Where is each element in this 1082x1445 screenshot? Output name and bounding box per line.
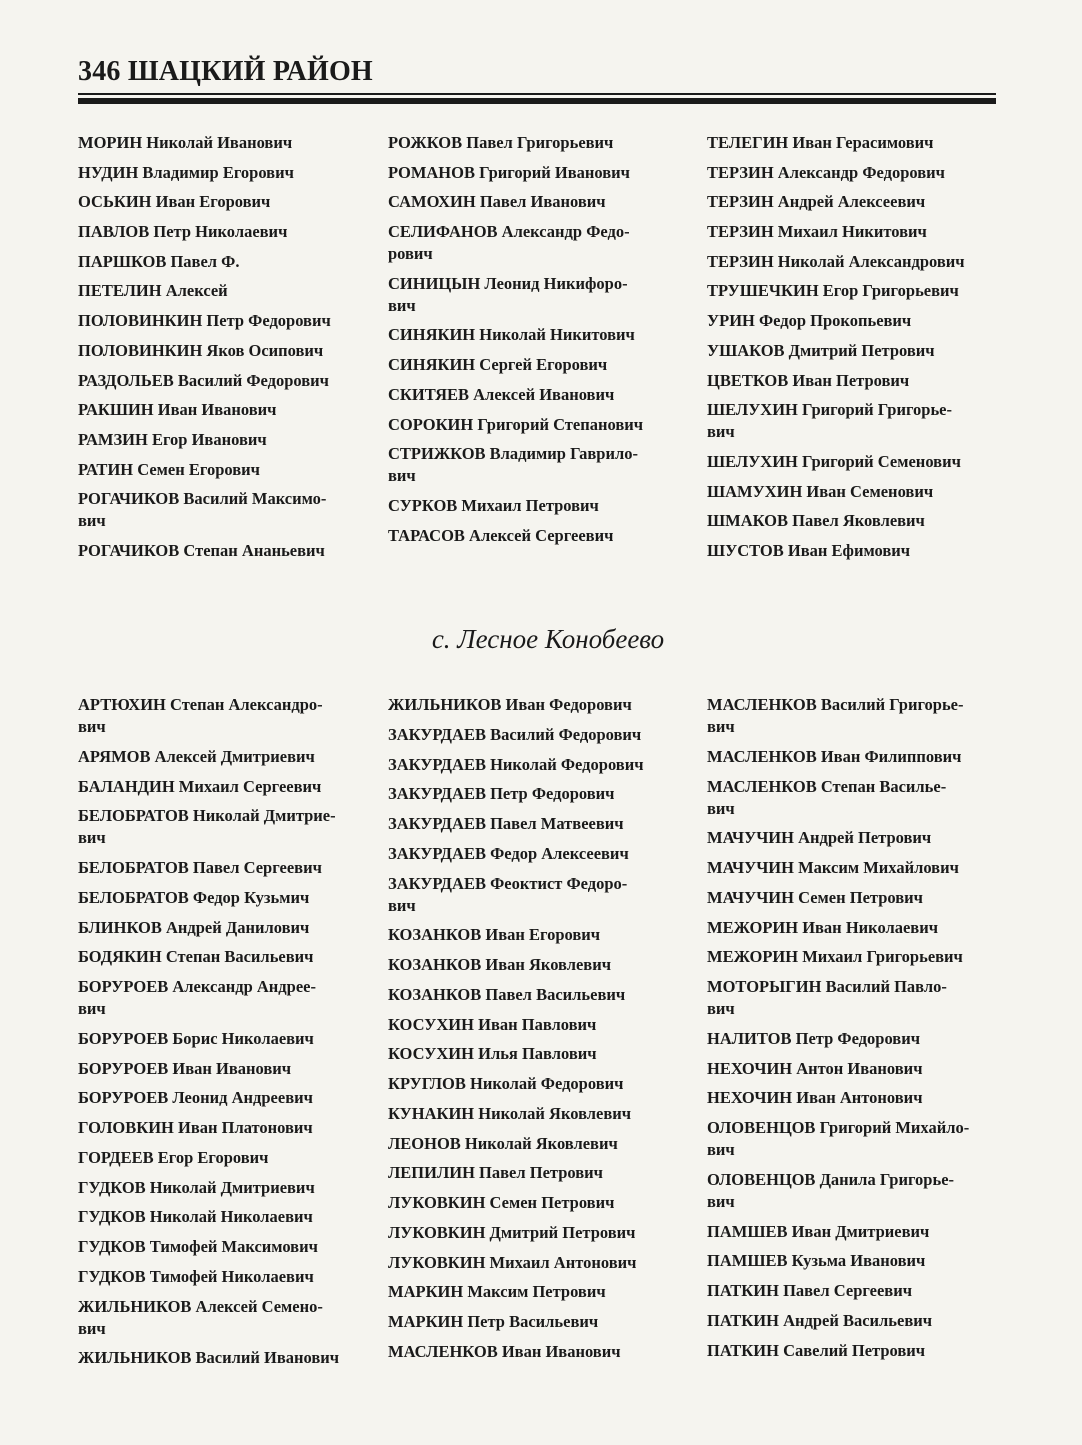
name-entry: ПАРШКОВ Павел Ф. bbox=[78, 251, 240, 271]
name-entry: БАЛАНДИН Михаил Сергеевич bbox=[78, 776, 322, 796]
page-number: 346 bbox=[78, 56, 121, 87]
section2-column-2 bbox=[388, 694, 680, 1371]
name-entry: ЖИЛЬНИКОВ Василий Иванович bbox=[78, 1348, 340, 1368]
name-entry: БЕЛОБРАТОВ Николай Дмитрие- вич bbox=[78, 806, 336, 848]
name-entry: РОГАЧИКОВ Василий Максимо- вич bbox=[78, 489, 327, 531]
name-entry: МАСЛЕНКОВ Василий Григорье- вич bbox=[707, 695, 964, 736]
name-entry: ПАВЛОВ Петр Николаевич bbox=[78, 222, 288, 242]
district-name: ШАЦКИЙ РАЙОН bbox=[127, 56, 373, 87]
name-entry: МАРКИН Максим Петрович bbox=[388, 1282, 606, 1302]
name-entry: МЕЖОРИН Иван Николаевич bbox=[707, 917, 939, 937]
name-entry: НЕХОЧИН Иван Антонович bbox=[707, 1088, 923, 1108]
name-entry: СЕЛИФАНОВ Александр Федо- рович bbox=[388, 222, 630, 264]
section2-column-3 bbox=[707, 694, 999, 1369]
name-entry: ПАТКИН Андрей Васильевич bbox=[707, 1310, 933, 1330]
name-entry: ГУДКОВ Николай Николаевич bbox=[78, 1207, 313, 1227]
section1-column-2 bbox=[388, 132, 680, 554]
section1-column-3 bbox=[707, 132, 999, 570]
name-entry: МАСЛЕНКОВ Иван Иванович bbox=[388, 1341, 621, 1361]
name-entry: БЛИНКОВ Андрей Данилович bbox=[78, 917, 310, 937]
name-entry: ЛУКОВКИН Дмитрий Петрович bbox=[388, 1222, 636, 1242]
name-entry: ПАМШЕВ Кузьма Иванович bbox=[707, 1251, 926, 1271]
name-entry: ГУДКОВ Тимофей Максимович bbox=[78, 1237, 318, 1256]
name-entry: ЛЕПИЛИН Павел Петрович bbox=[388, 1163, 603, 1183]
name-entry: ТЕРЗИН Николай Александрович bbox=[707, 251, 965, 271]
name-entry: ПАМШЕВ Иван Дмитриевич bbox=[707, 1221, 930, 1241]
name-entry: УРИН Федор Прокопьевич bbox=[707, 311, 912, 331]
name-entry: РОМАНОВ Григорий Иванович bbox=[388, 162, 630, 182]
name-entry: ШЕЛУХИН Григорий Григорье- вич bbox=[707, 400, 953, 442]
name-entry: ПАТКИН Павел Сергеевич bbox=[707, 1281, 913, 1300]
name-entry: ОСЬКИН Иван Егорович bbox=[78, 192, 271, 212]
name-entry: ТЕРЗИН Михаил Никитович bbox=[707, 222, 927, 242]
name-entry: ЗАКУРДАЕВ Феоктист Федоро- вич bbox=[388, 873, 628, 915]
name-entry: ТЕРЗИН Александр Федорович bbox=[707, 162, 945, 182]
name-entry: ЗАКУРДАЕВ Василий Федорович bbox=[388, 724, 642, 744]
name-entry: МАЧУЧИН Семен Петрович bbox=[707, 887, 923, 907]
name-entry: БОДЯКИН Степан Васильевич bbox=[78, 947, 314, 967]
name-entry: ГОРДЕЕВ Егор Егорович bbox=[78, 1147, 269, 1167]
name-entry: СОРОКИН Григорий Степанович bbox=[388, 414, 644, 434]
name-entry: СУРКОВ Михаил Петрович bbox=[388, 495, 599, 515]
section2-column-1 bbox=[78, 694, 370, 1377]
name-entry: ЦВЕТКОВ Иван Петрович bbox=[707, 370, 910, 390]
name-entry: САМОХИН Павел Иванович bbox=[388, 192, 606, 212]
name-entry: ПОЛОВИНКИН Яков Осипович bbox=[78, 340, 324, 360]
name-entry: ГУДКОВ Николай Дмитриевич bbox=[78, 1177, 315, 1197]
name-entry: АРТЮХИН Степан Александро- вич bbox=[78, 695, 323, 736]
name-entry: СТРИЖКОВ Владимир Гаврило- вич bbox=[388, 444, 638, 486]
name-entry: СИНЯКИН Николай Никитович bbox=[388, 325, 635, 345]
name-entry: МЕЖОРИН Михаил Григорьевич bbox=[707, 947, 963, 967]
name-entry: ШУСТОВ Иван Ефимович bbox=[707, 540, 911, 560]
name-entry: БОРУРОЕВ Иван Иванович bbox=[78, 1058, 292, 1078]
name-entry: ГУДКОВ Тимофей Николаевич bbox=[78, 1266, 314, 1286]
page-title bbox=[78, 56, 373, 88]
name-entry: ОЛОВЕНЦОВ Данила Григорье- вич bbox=[707, 1169, 955, 1211]
name-entry: ЗАКУРДАЕВ Николай Федорович bbox=[388, 754, 644, 774]
name-entry: ГОЛОВКИН Иван Платонович bbox=[78, 1118, 313, 1137]
name-entry: КОЗАНКОВ Павел Васильевич bbox=[388, 984, 626, 1004]
name-entry: БОРУРОЕВ Леонид Андреевич bbox=[78, 1088, 313, 1108]
name-entry: ТЕРЗИН Андрей Алексеевич bbox=[707, 192, 926, 212]
name-entry: РАКШИН Иван Иванович bbox=[78, 400, 277, 420]
name-entry: МОТОРЫГИН Василий Павло- вич bbox=[707, 977, 947, 1018]
name-entry: ОЛОВЕНЦОВ Григорий Михайло- вич bbox=[707, 1118, 970, 1159]
header-rule-thin bbox=[78, 93, 996, 95]
name-entry: ТРУШЕЧКИН Егор Григорьевич bbox=[707, 281, 959, 301]
name-entry: ЗАКУРДАЕВ Павел Матвеевич bbox=[388, 814, 624, 833]
name-entry: ТАРАСОВ Алексей Сергеевич bbox=[388, 525, 614, 545]
name-entry: УШАКОВ Дмитрий Петрович bbox=[707, 340, 935, 360]
name-entry: НЕХОЧИН Антон Иванович bbox=[707, 1058, 923, 1078]
name-entry: МАСЛЕНКОВ Степан Василье- вич bbox=[707, 776, 947, 818]
name-entry: РОЖКОВ Павел Григорьевич bbox=[388, 133, 614, 152]
name-entry: ШЕЛУХИН Григорий Семенович bbox=[707, 451, 961, 471]
name-entry: ЗАКУРДАЕВ Петр Федорович bbox=[388, 784, 615, 804]
name-entry: РАТИН Семен Егорович bbox=[78, 459, 260, 479]
name-entry: ШМАКОВ Павел Яковлевич bbox=[707, 511, 925, 531]
header-rule-thick bbox=[78, 98, 996, 104]
name-entry: ПАТКИН Савелий Петрович bbox=[707, 1340, 926, 1360]
name-entry: СКИТЯЕВ Алексей Иванович bbox=[388, 384, 615, 404]
name-entry: СИНЯКИН Сергей Егорович bbox=[388, 355, 608, 375]
page-header bbox=[78, 56, 996, 106]
section1-column-1 bbox=[78, 132, 370, 570]
name-entry: КОЗАНКОВ Иван Яковлевич bbox=[388, 955, 612, 974]
name-entry: БЕЛОБРАТОВ Павел Сергеевич bbox=[78, 858, 322, 877]
name-entry: ЛУКОВКИН Михаил Антонович bbox=[388, 1252, 637, 1272]
name-entry: КОЗАНКОВ Иван Егорович bbox=[388, 925, 601, 945]
name-entry: МАЧУЧИН Андрей Петрович bbox=[707, 828, 932, 848]
name-entry: ЛЕОНОВ Николай Яковлевич bbox=[388, 1133, 618, 1153]
name-entry: ЖИЛЬНИКОВ Алексей Семено- вич bbox=[78, 1296, 323, 1338]
name-entry: РАЗДОЛЬЕВ Василий Федорович bbox=[78, 370, 329, 390]
village-heading: с. Лесное Конобеево bbox=[431, 624, 665, 654]
name-entry: КУНАКИН Николай Яковлевич bbox=[388, 1103, 632, 1123]
name-entry: НУДИН Владимир Егорович bbox=[78, 162, 294, 182]
name-entry: БОРУРОЕВ Борис Николаевич bbox=[78, 1028, 314, 1048]
name-entry: РАМЗИН Егор Иванович bbox=[78, 429, 267, 449]
name-entry: ЗАКУРДАЕВ Федор Алексеевич bbox=[388, 843, 629, 863]
name-entry: МАЧУЧИН Максим Михайлович bbox=[707, 858, 959, 877]
name-entry: ПЕТЕЛИН Алексей bbox=[78, 281, 228, 301]
name-entry: СИНИЦЫН Леонид Никифоро- вич bbox=[388, 273, 628, 315]
name-entry: МАРКИН Петр Васильевич bbox=[388, 1312, 599, 1331]
name-entry: БЕЛОБРАТОВ Федор Кузьмич bbox=[78, 887, 310, 907]
name-entry: КОСУХИН Илья Павлович bbox=[388, 1044, 597, 1064]
name-entry: ТЕЛЕГИН Иван Герасимович bbox=[707, 133, 934, 152]
name-entry: НАЛИТОВ Петр Федорович bbox=[707, 1028, 921, 1048]
name-entry: ПОЛОВИНКИН Петр Федорович bbox=[78, 311, 331, 331]
name-entry: МОРИН Николай Иванович bbox=[78, 133, 293, 152]
name-entry: АРЯМОВ Алексей Дмитриевич bbox=[78, 746, 315, 766]
name-entry: ШАМУХИН Иван Семенович bbox=[707, 481, 934, 501]
name-entry: ЖИЛЬНИКОВ Иван Федорович bbox=[388, 695, 632, 714]
name-entry: РОГАЧИКОВ Степан Ананьевич bbox=[78, 540, 325, 560]
name-entry: КОСУХИН Иван Павлович bbox=[388, 1014, 597, 1034]
name-entry: МАСЛЕНКОВ Иван Филиппович bbox=[707, 746, 962, 766]
name-entry: ЛУКОВКИН Семен Петрович bbox=[388, 1193, 615, 1212]
name-entry: БОРУРОЕВ Александр Андрее- вич bbox=[78, 977, 316, 1018]
name-entry: КРУГЛОВ Николай Федорович bbox=[388, 1074, 624, 1093]
